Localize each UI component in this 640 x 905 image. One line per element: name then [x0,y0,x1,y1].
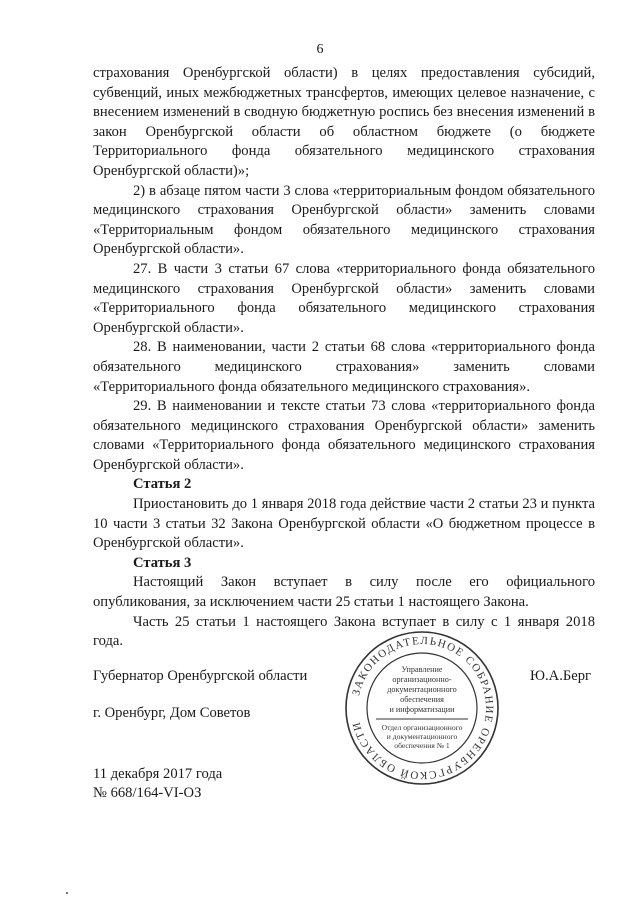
official-seal [342,628,502,788]
seal-inner-line-5: и информатизации [389,705,455,714]
seal-bottom-line-1: Отдел организационного [381,723,463,732]
article-3-text-2: Часть 25 статьи 1 настоящего Закона вступает в силу с 1 января 2018 года. [93,613,595,650]
seal-ring-text: ЗАКОНОДАТЕЛЬНОЕ СОБРАНИЕ ОРЕНБУРГСКОЙ ОБЛАСТИ [350,634,496,782]
signing-date: 11 декабря 2017 года [93,766,223,782]
seal-bottom-line-2: и документационного [386,732,458,741]
signing-date-block [93,765,222,803]
governor-name: Ю.А.Берг [530,668,591,684]
seal-inner-line-3: документационного [387,685,457,694]
article-3-title: Статья 3 [133,554,192,571]
article-2-title: Статья 2 [133,476,192,493]
seal-bottom-line-3: обеспечения № 1 [394,741,450,750]
seal-inner-line-2: организационно- [392,675,452,684]
paragraph-item-27: 27. В части 3 статьи 67 слова «территориального фонда обязательного медицинского страхования Оренбургской области» заменить словами «Территориального фонда обязательного медицинского страхования Оренбургской области». [93,260,595,336]
seal-inner-line-1: Управление [401,665,443,674]
article-2-text: Приостановить до 1 января 2018 года действие части 2 статьи 23 и пункта 10 части 3 статьи 32 Закона Оренбургской области «О бюджетном процессе в Оренбургской области». [93,496,595,552]
seal-inner-line-4: обеспечения [400,695,444,704]
signing-place: г. Оренбург, Дом Советов [93,705,251,721]
paragraph-continuation: страхования Оренбургской области) в целях предоставления субсидий, субвенций, иных межбюджетных трансфертов, имеющих целевое назначение, с внесением изменений в сводную бюджетную роспись без внесения изменений в закон Оренбургской области об областном бюджете (о бюджете Территориального фонда обязательного медицинского страхования Оренбургской области)»; [93,65,595,179]
scan-speck [66,892,68,894]
paragraph-item-2: 2) в абзаце пятом части 3 слова «территориальным фондом обязательного медицинского страхования Оренбургской области» заменить словами «Территориальным фондом обязательного медицинского страхования Оренбургской области». [93,182,595,258]
law-number: № 668/164-VI-ОЗ [93,785,202,801]
governor-title: Губернатор Оренбургской области [93,668,308,684]
paragraph-item-28: 28. В наименовании, части 2 статьи 68 слова «территориального фонда обязательного медицинского страхования» заменить словами «Территориального фонда обязательного медицинского страхования». [93,339,595,395]
document-body [93,64,595,652]
page-number: 6 [316,42,324,57]
paragraph-item-29: 29. В наименовании и тексте статьи 73 слова «территориального фонда обязательного медицинского страхования Оренбургской области» заменить словами «Территориального фонда обязательного медицинского страхования Оренбургской области». [93,398,595,473]
article-3-text-1: Настоящий Закон вступает в силу после его официального опубликования, за исключением части 25 статьи 1 настоящего Закона. [93,574,595,611]
